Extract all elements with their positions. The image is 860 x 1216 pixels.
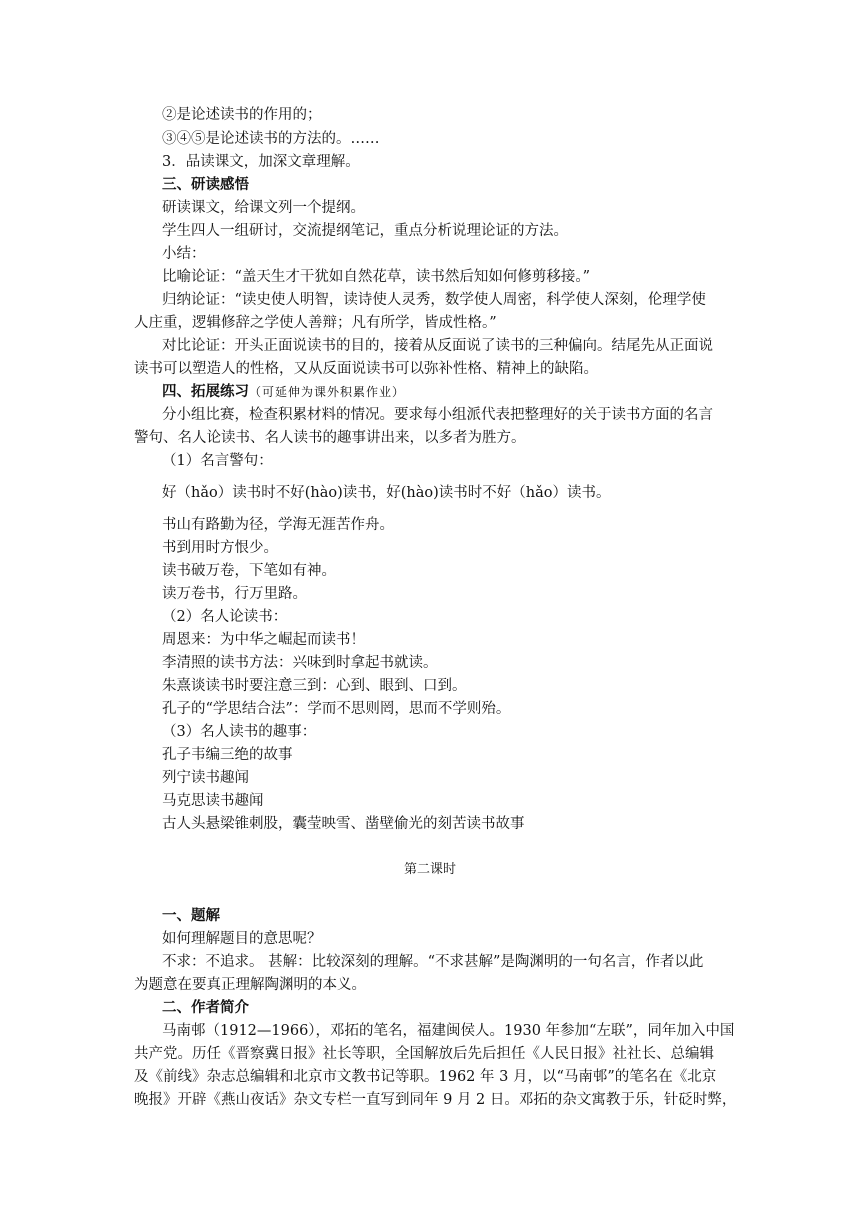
text-line: 不求：不追求。 甚解：比较深刻的理解。“不求甚解”是陶渊明的一句名言，作者以此	[162, 954, 704, 970]
text-line: 比喻论证：“盖天生才干犹如自然花草，读书然后知如何修剪移接。”	[162, 269, 591, 285]
text-line: 马南邨（1912—1966），邓拓的笔名，福建闽侯人。1930 年参加“左联”，同年加入中国	[162, 1023, 735, 1039]
quote-line: 读书破万卷，下笔如有神。	[162, 563, 336, 579]
text-line: 为题意在要真正理解陶渊明的本义。	[134, 977, 366, 993]
heading-note: （可延伸为课外积累作业）	[249, 385, 406, 399]
text-line: 古人头悬梁锥刺股，囊莹映雪、凿壁偷光的刻苦读书故事	[162, 816, 525, 832]
subsection-label: （1）名言警句：	[162, 453, 273, 469]
section-heading: 一、题解	[162, 907, 220, 924]
quote-line: 书到用时方恨少。	[162, 540, 278, 556]
text-line: ②是论述读书的作用的；	[162, 107, 322, 123]
section-heading-line	[162, 382, 405, 402]
quote-line: 书山有路勤为径，学海无涯苦作舟。	[162, 517, 394, 533]
section-heading: 三、研读感悟	[162, 176, 249, 193]
text-line: 如何理解题目的意思呢？	[162, 931, 322, 947]
text-line: 3．品读课文，加深文章理解。	[162, 154, 360, 170]
text-line: ③④⑤是论述读书的方法的。……	[162, 131, 380, 147]
subsection-label: （2）名人论读书：	[162, 609, 288, 625]
text-line: 警句、名人论读书、名人读书的趣事讲出来，以多者为胜方。	[134, 430, 526, 446]
text-line: 分小组比赛，检查积累材料的情况。要求每小组派代表把整理好的关于读书方面的名言	[162, 407, 713, 423]
text-line: 列宁读书趣闻	[162, 770, 249, 786]
text-line: 人庄重，逻辑修辞之学使人善辩；凡有所学，皆成性格。”	[134, 315, 497, 331]
text-line: 研读课文，给课文列一个提纲。	[162, 200, 365, 216]
text-line: 马克思读书趣闻	[162, 793, 264, 809]
text-line: 对比论证：开头正面说读书的目的，接着从反面说了读书的三种偏向。结尾先从正面说	[162, 338, 713, 354]
text-line: 读书可以塑造人的性格，又从反面说读书可以弥补性格、精神上的缺陷。	[134, 361, 598, 377]
text-line: 小结：	[162, 246, 206, 262]
text-line: 共产党。历任《晋察冀日报》社长等职，全国解放后先后担任《人民日报》社社长、总编辑	[134, 1046, 714, 1062]
section-heading: 二、作者简介	[162, 999, 249, 1016]
text-line: 及《前线》杂志总编辑和北京市文教书记等职。1962 年 3 月，以“马南邨”的笔名在《北京	[134, 1069, 717, 1085]
text-line: 朱熹谈读书时要注意三到：心到、眼到、口到。	[162, 678, 467, 694]
quote-line: 好（hǎo）读书时不好(hào)读书，好(hào)读书时不好（hǎo）读书。	[162, 485, 611, 501]
text-line: 归纳论证：“读史使人明智，读诗使人灵秀，数学使人周密，科学使人深刻，伦理学使	[162, 292, 706, 308]
subsection-label: （3）名人读书的趣事：	[162, 724, 317, 740]
text-line: 李清照的读书方法：兴味到时拿起书就读。	[162, 655, 438, 671]
text-line: 晚报》开辟《燕山夜话》杂文专栏一直写到同年 9 月 2 日。邓拓的杂文寓教于乐，针砭时弊，	[134, 1092, 737, 1108]
text-line: 周恩来：为中华之崛起而读书！	[162, 632, 365, 648]
text-line: 孔子的“学思结合法”：学而不思则罔，思而不学则殆。	[162, 701, 511, 717]
text-line: 孔子韦编三绝的故事	[162, 747, 293, 763]
section-heading: 四、拓展练习	[162, 383, 249, 400]
lesson-title: 第二课时	[403, 862, 456, 877]
quote-line: 读万卷书，行万里路。	[162, 586, 307, 602]
text-line: 学生四人一组研讨，交流提纲笔记，重点分析说理论证的方法。	[162, 223, 568, 239]
